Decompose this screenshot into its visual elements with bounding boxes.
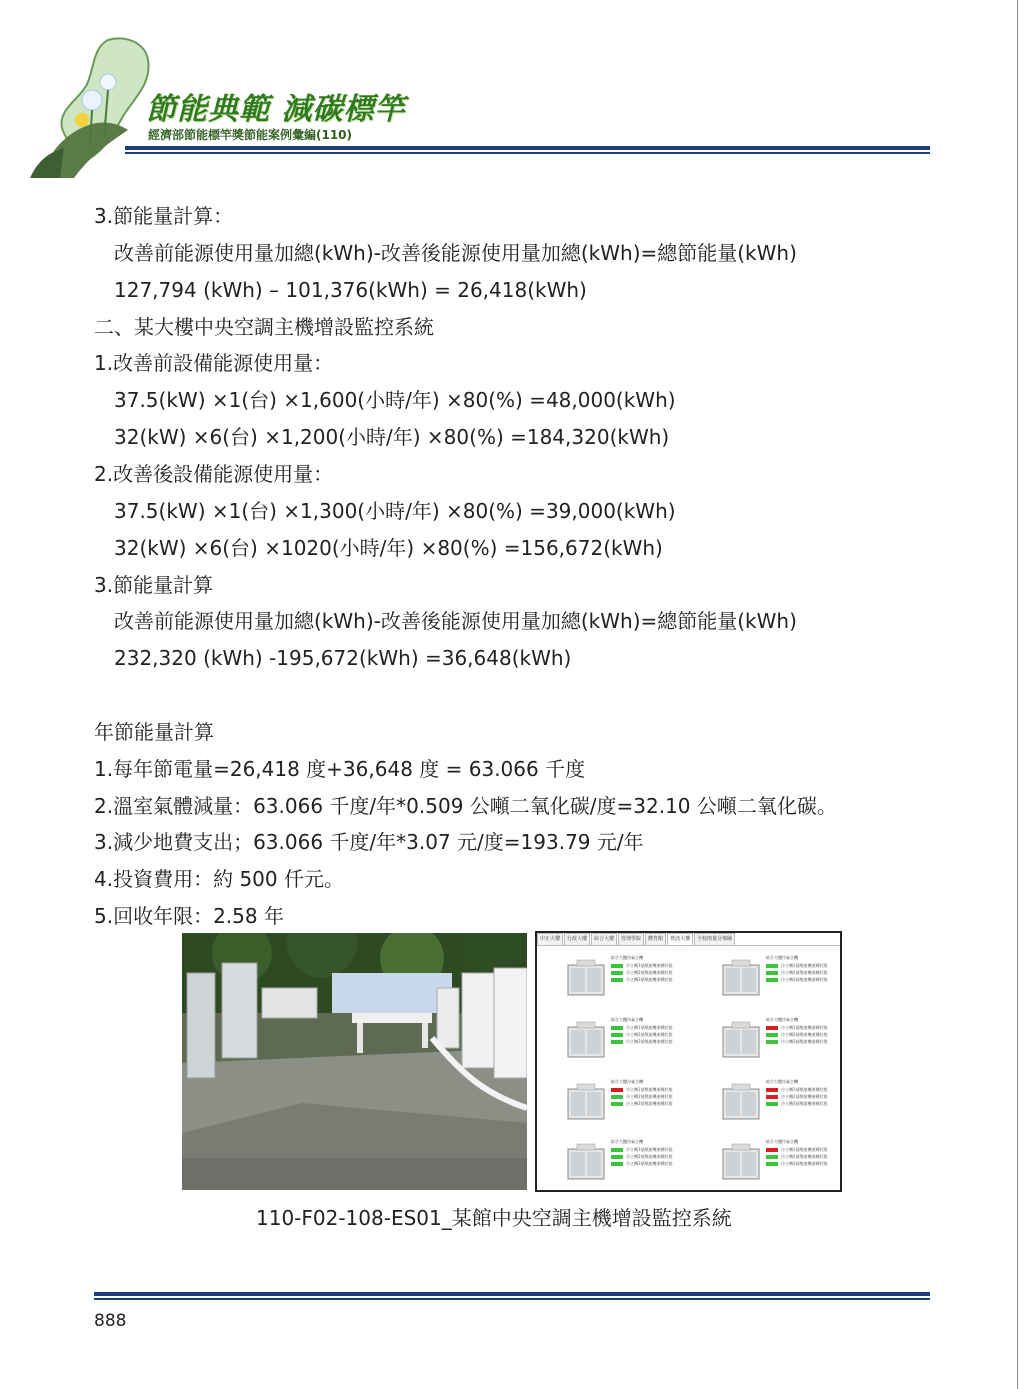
status-label: 冷主機3號壓縮機運轉狀態 [781,1100,828,1106]
screen-tab-active: 資訊大樓 [667,933,693,945]
status-indicator [611,978,623,982]
header-rule [125,146,930,150]
status-label: 冷主機2號壓縮機運轉狀態 [626,1153,673,1159]
body-line: 改善前能源使用量加總(kWh)-改善後能源使用量加總(kWh)=總節能量(kWh) [114,241,797,265]
status-indicator [611,971,623,975]
status-label: 冷主機1號壓縮機運轉狀態 [781,1024,828,1030]
body-line: 3.節能量計算 [94,573,214,597]
status-indicator [766,971,778,975]
body-line: 127,794 (kWh) – 101,376(kWh) = 26,418(kWh) [114,278,587,302]
chiller-unit-panel [567,1137,702,1187]
status-indicator [611,1155,623,1159]
status-label: 冷主機2號壓縮機運轉狀態 [626,969,673,975]
status-indicator [766,1040,778,1044]
chiller-status-row [611,1094,673,1099]
section-heading: 二、某大樓中央空調主機增設監控系統 [94,315,434,339]
chiller-unit-title: 綜合大樓冷氣主機 [611,955,643,960]
status-label: 冷主機1號壓縮機運轉狀態 [626,1024,673,1030]
status-label: 冷主機2號壓縮機運轉狀態 [781,1093,828,1099]
chiller-icon [567,1083,605,1121]
screen-tab: 中正大樓 [537,933,563,945]
figure-caption: 110-F02-108-ES01_某館中央空調主機增設監控系統 [256,1206,732,1230]
chiller-icon [722,1083,760,1121]
status-indicator [766,978,778,982]
screen-tab-bar [537,933,840,946]
status-label: 冷主機3號壓縮機運轉狀態 [781,976,828,982]
chiller-status-row [766,1094,828,1099]
status-indicator [766,1155,778,1159]
chiller-status-row [766,1087,828,1092]
chiller-unit-title: 綜合大樓冷氣主機 [766,1017,798,1022]
chiller-unit-title: 綜合大樓冷氣主機 [766,1139,798,1144]
status-indicator [611,1033,623,1037]
chiller-status-row [611,1147,673,1152]
chiller-status-row [766,1154,828,1159]
chiller-unit-title: 綜合大樓冷氣主機 [766,955,798,960]
screen-tab: 管理學院 [618,933,644,945]
status-label: 冷主機3號壓縮機運轉狀態 [626,976,673,982]
chiller-unit-title: 綜合大樓冷氣主機 [611,1139,643,1144]
status-indicator [766,1088,778,1092]
chiller-unit-title: 綜合大樓冷氣主機 [766,1079,798,1084]
screen-tab: 全校雨量分佈圖 [694,933,735,945]
status-indicator [611,1162,623,1166]
chiller-status-row [766,1025,828,1030]
rooftop-chiller-photo [182,933,527,1190]
chiller-status-row [766,1147,828,1152]
chiller-unit-panel [722,1015,857,1065]
status-label: 冷主機1號壓縮機運轉狀態 [781,1086,828,1092]
monitoring-system-screenshot [535,931,842,1192]
chiller-status-row [766,963,828,968]
page-number: 888 [94,1311,127,1331]
body-line: 37.5(kW) ×1(台) ×1,300(小時/年) ×80(%) =39,000(kWh) [114,499,676,523]
status-label: 冷主機1號壓縮機運轉狀態 [626,1086,673,1092]
status-indicator [766,964,778,968]
status-indicator [611,1148,623,1152]
chiller-unit-panel [567,953,702,1003]
body-line: 3.節能量計算： [94,204,234,228]
body-line: 37.5(kW) ×1(台) ×1,600(小時/年) ×80(%) =48,000(kWh) [114,388,676,412]
chiller-unit-title: 綜合大樓冷氣主機 [611,1079,643,1084]
status-indicator [611,1026,623,1030]
status-label: 冷主機1號壓縮機運轉狀態 [626,962,673,968]
chiller-unit-panel [722,953,857,1003]
body-line: 改善前能源使用量加總(kWh)-改善後能源使用量加總(kWh)=總節能量(kWh) [114,609,797,633]
chiller-unit-panel [722,1137,857,1187]
status-indicator [766,1148,778,1152]
status-label: 冷主機2號壓縮機運轉狀態 [781,969,828,975]
summary-line: 5.回收年限：2.58 年 [94,904,284,928]
screen-tab: 體育館 [645,933,666,945]
header-rule-thin [125,152,930,154]
body-line: 1.改善前設備能源使用量： [94,351,334,375]
body-line: 232,320 (kWh) -195,672(kWh) =36,648(kWh) [114,646,572,670]
chiller-status-row [766,1101,828,1106]
screen-tab: 綜合大樓 [591,933,617,945]
chiller-status-row [611,1039,673,1044]
status-indicator [766,1033,778,1037]
status-label: 冷主機3號壓縮機運轉狀態 [781,1160,828,1166]
chiller-status-row [766,977,828,982]
chiller-status-row [611,963,673,968]
chiller-status-row [611,1161,673,1166]
chiller-status-row [766,970,828,975]
status-label: 冷主機3號壓縮機運轉狀態 [626,1160,673,1166]
chiller-icon [567,1021,605,1059]
body-line: 32(kW) ×6(台) ×1,200(小時/年) ×80(%) =184,320(kWh) [114,425,670,449]
summary-line: 1.每年節電量=26,418 度+36,648 度 = 63.066 千度 [94,757,586,781]
chiller-status-row [611,1154,673,1159]
header-title: 節能典範 減碳標竿 [146,92,406,127]
status-label: 冷主機2號壓縮機運轉狀態 [626,1093,673,1099]
header-subtitle: 經濟部節能標竿獎節能案例彙編(110) [148,128,353,142]
status-indicator [611,1040,623,1044]
status-label: 冷主機2號壓縮機運轉狀態 [626,1031,673,1037]
chiller-icon [567,1143,605,1181]
chiller-status-row [611,1087,673,1092]
body-line: 2.改善後設備能源使用量： [94,462,334,486]
chiller-status-row [766,1039,828,1044]
chiller-status-row [611,1025,673,1030]
status-label: 冷主機3號壓縮機運轉狀態 [781,1038,828,1044]
screen-tab: 行政大樓 [564,933,590,945]
status-indicator [611,1095,623,1099]
status-label: 冷主機1號壓縮機運轉狀態 [781,962,828,968]
status-indicator [611,1102,623,1106]
status-label: 冷主機3號壓縮機運轉狀態 [626,1100,673,1106]
status-indicator [611,964,623,968]
status-indicator [766,1102,778,1106]
status-indicator [766,1162,778,1166]
footer-rule-thin [94,1298,930,1300]
chiller-status-row [611,1101,673,1106]
status-label: 冷主機1號壓縮機運轉狀態 [626,1146,673,1152]
summary-heading: 年節能量計算 [94,720,214,744]
chiller-icon [567,959,605,997]
chiller-unit-panel [567,1015,702,1065]
footer-rule [94,1292,930,1296]
status-indicator [766,1026,778,1030]
chiller-status-row [766,1032,828,1037]
status-label: 冷主機2號壓縮機運轉狀態 [781,1031,828,1037]
body-line: 32(kW) ×6(台) ×1020(小時/年) ×80(%) =156,672(kWh) [114,536,663,560]
page-edge [1017,0,1024,1389]
chiller-icon [722,1143,760,1181]
status-label: 冷主機2號壓縮機運轉狀態 [781,1153,828,1159]
chiller-status-row [611,1032,673,1037]
status-indicator [766,1095,778,1099]
chiller-icon [722,1021,760,1059]
status-label: 冷主機1號壓縮機運轉狀態 [781,1146,828,1152]
chiller-status-row [766,1161,828,1166]
chiller-unit-title: 綜合大樓冷氣主機 [611,1017,643,1022]
chiller-unit-panel [722,1077,857,1127]
chiller-status-row [611,970,673,975]
summary-line: 2.溫室氣體減量：63.066 千度/年*0.509 公噸二氧化碳/度=32.10 公噸二氧化碳。 [94,794,837,818]
summary-line: 3.減少地費支出；63.066 千度/年*3.07 元/度=193.79 元/年 [94,830,644,854]
status-label: 冷主機3號壓縮機運轉狀態 [626,1038,673,1044]
chiller-unit-panel [567,1077,702,1127]
status-indicator [611,1088,623,1092]
chiller-icon [722,959,760,997]
summary-line: 4.投資費用：約 500 仟元。 [94,867,344,891]
chiller-status-row [611,977,673,982]
